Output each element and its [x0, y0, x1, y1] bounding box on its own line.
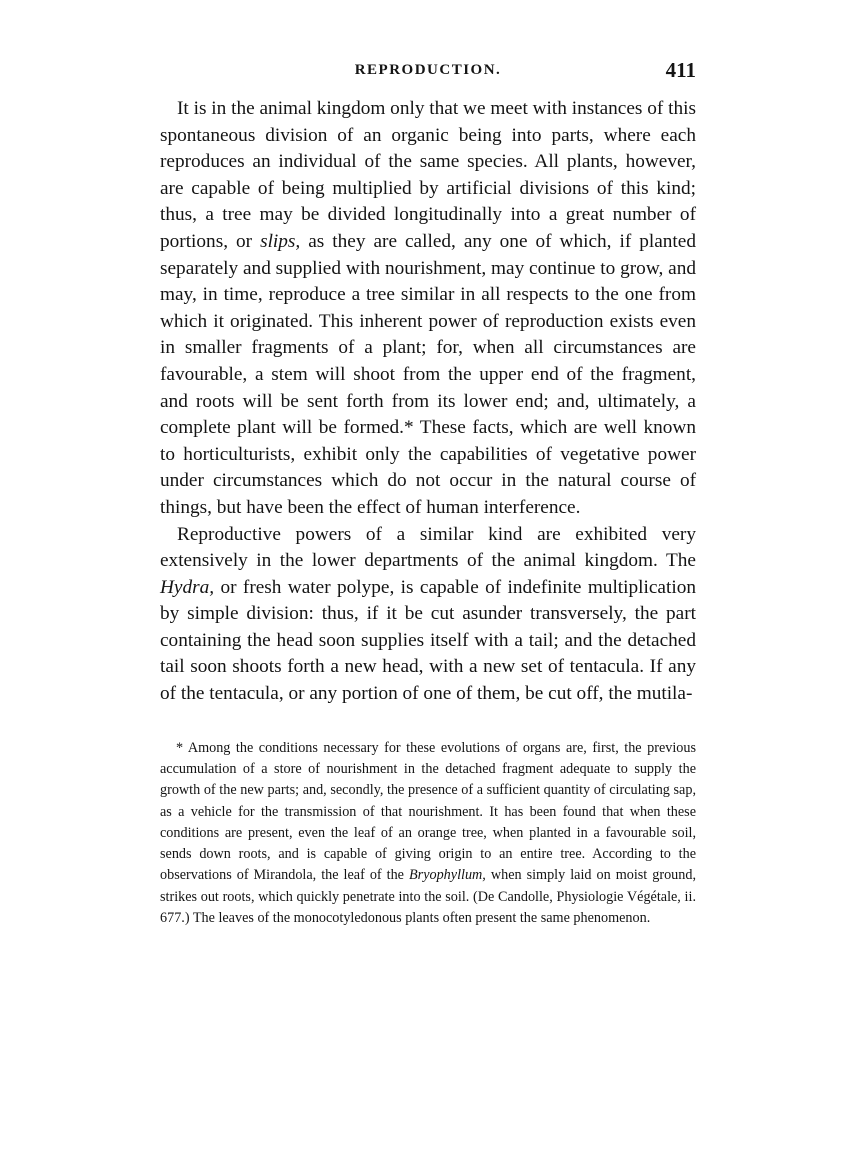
- body-text: [160, 96, 696, 708]
- paragraph-text: as they are called, any one of which, if planted separately and supplied with nourishment, may continue to grow, and may, in time, reproduce a tree similar in all respects to the one from which it originated. This inherent power of reproduction exists even in smaller fragments of a plant; for, when all circumstances are favourable, a stem will shoot from the upper end of the fragment, and roots will be sent forth from its lower end; and, ultimately, a complete plant will be formed.* These facts, which are well known to horticulturists, exhibit only the capabilities of vegetative power under circumstances which do not occur in the natural course of things, but have been the effect of human interference.: [160, 230, 696, 518]
- italic-term-hydra: Hydra,: [160, 576, 215, 598]
- paragraph-text: Reproductive powers of a similar kind are exhibited very extensively in the lower departments of the animal kingdom. The: [160, 523, 696, 572]
- running-title: REPRODUCTION.: [354, 62, 502, 78]
- italic-term-bryophyllum: Bryophyllum,: [409, 867, 486, 884]
- italic-term-slips: slips,: [260, 230, 301, 252]
- footnote-text: when simply laid on moist ground, strikes out roots, which quickly penetrate into the soil. (De Candolle, Physiologie Végétale, ii. 677.) The leaves of the monocotyledonous plants often present the same phenomenon.: [160, 867, 696, 927]
- footnote-text: * Among the conditions necessary for these evolutions of organs are, first, the previous accumulation of a store of nourishment in the detached fragment adequate to supply the growth of the new parts; and, secondly, the presence of a sufficient quantity of circulating sap, as a vehicle for the transmission of that nourishment. It has been found that when these conditions are present, even the leaf of an orange tree, when planted in a favourable soil, sends down roots, and is capable of giving origin to an entire tree. According to the observations of Mirandola, the leaf of the: [160, 739, 696, 884]
- book-page: [160, 60, 696, 929]
- running-head: [160, 60, 696, 90]
- paragraph: [160, 522, 696, 708]
- page-number: 411: [665, 58, 696, 82]
- footnote: [160, 738, 696, 930]
- paragraph-text: It is in the animal kingdom only that we meet with instances of this spontaneous division of an organic being into parts, where each reproduces an individual of the same species. All plants, however, are capable of being multiplied by artificial divisions of this kind; thus, a tree may be divided longitudinally into a great number of portions, or: [160, 98, 696, 252]
- paragraph: [160, 96, 696, 522]
- footnote-section: [160, 738, 696, 930]
- paragraph-text: or fresh water polype, is capable of indefinite multiplication by simple division: thus, if it be cut asunder transversely, the part containing the head soon supplies itself with a tail; and the detached tail soon shoots forth a new head, with a new set of tentacula. If any of the tentacula, or any portion of one of them, be cut off, the mutila-: [160, 576, 696, 705]
